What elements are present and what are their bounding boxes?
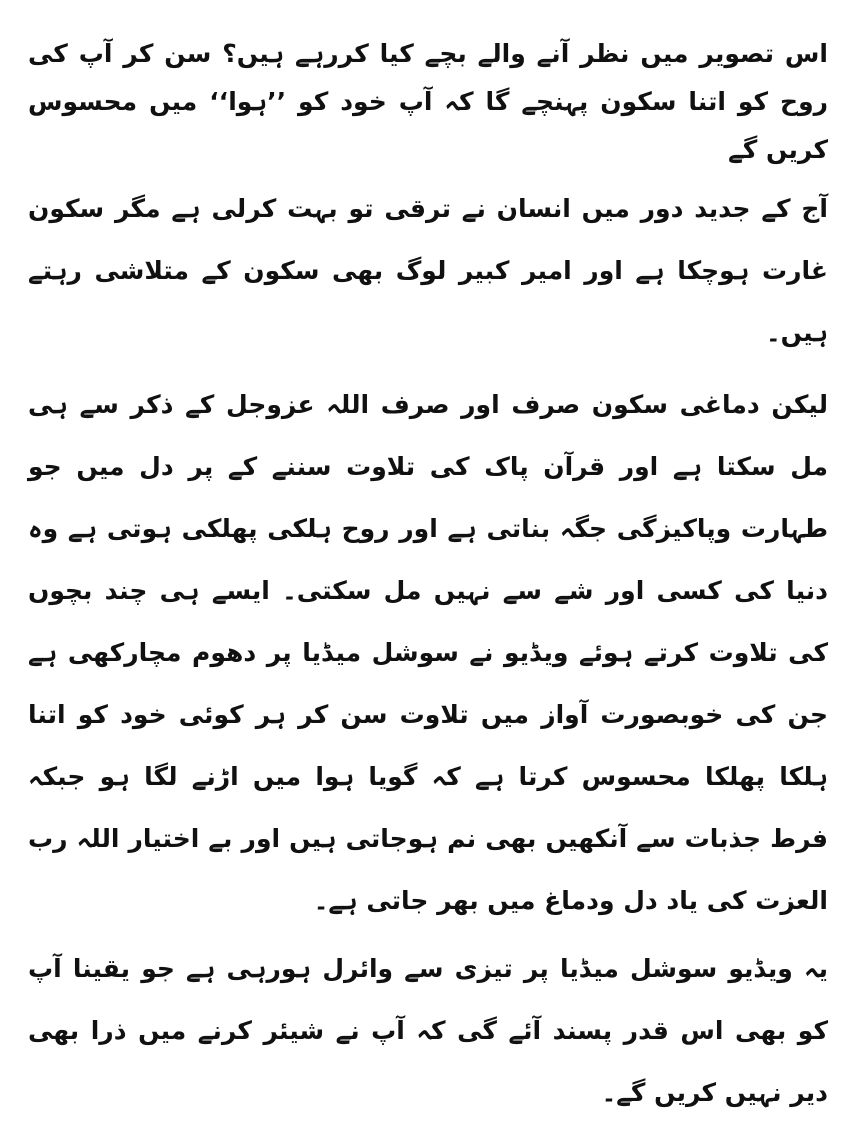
article-body: [28, 30, 828, 1124]
article-paragraph-3: لیکن دماغی سکون صرف اور صرف اللہ عزوجل کے ذکر سے ہی مل سکتا ہے اور قرآن پاک کی تلاوت سننے کے پر دل میں جو طہارت وپاکیزگی جگہ بناتی ہے اور روح ہلکی پھلکی ہوتی ہے وہ دنیا کی کسی اور شے سے نہیں مل سکتی۔ ایسے ہی چند بچوں کی تلاوت کرتے ہوئے ویڈیو نے سوشل میڈیا پر دھوم مچارکھی ہے جن کی خوبصورت آواز میں تلاوت سن کر ہر کوئی خود کو اتنا ہلکا پھلکا محسوس کرتا ہے کہ گویا ہوا میں اڑنے لگا ہو جبکہ فرط جذبات سے آنکھیں بھی نم ہوجاتی ہیں اور بے اختیار اللہ رب العزت کی یاد دل ودماغ میں بھر جاتی ہے۔: [28, 390, 828, 915]
article-paragraph-2: آج کے جدید دور میں انسان نے ترقی تو بہت کرلی ہے مگر سکون غارت ہوچکا ہے اور امیر کبیر لوگ بھی سکون کے متلاشی رہتے ہیں۔: [28, 194, 828, 347]
article-paragraph-4: یہ ویڈیو سوشل میڈیا پر تیزی سے وائرل ہورہی ہے جو یقینا آپ کو بھی اس قدر پسند آئے گی کہ آپ نے شیئر کرنے میں ذرا بھی دیر نہیں کریں گے۔: [28, 954, 828, 1107]
article-paragraph-1: اس تصویر میں نظر آنے والے بچے کیا کررہے ہیں؟ سن کر آپ کی روح کو اتنا سکون پہنچے گا کہ آپ خود کو ’’ہوا‘‘ میں محسوس کریں گے: [28, 39, 828, 164]
